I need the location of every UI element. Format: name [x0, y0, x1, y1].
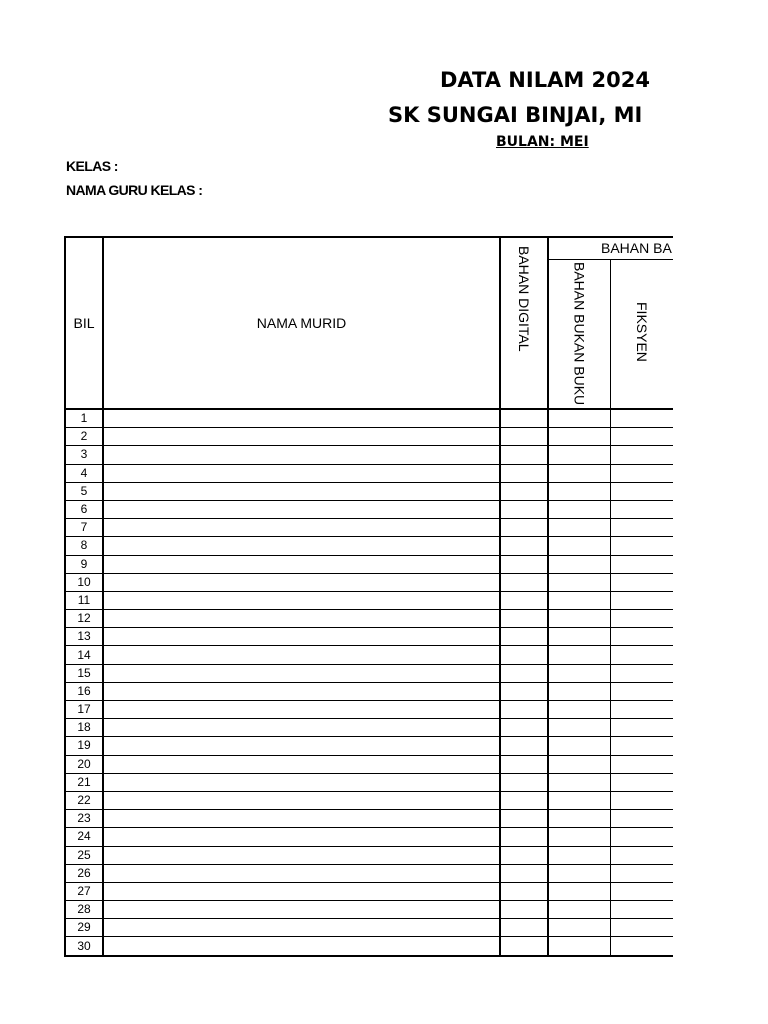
table-row: [65, 610, 673, 628]
header-nama-label: NAMA MURID: [256, 315, 347, 331]
bahan-bukan-buku-cell[interactable]: [548, 537, 610, 555]
table-row: [65, 482, 673, 500]
bahan-bukan-buku-cell[interactable]: [548, 646, 610, 664]
bahan-bukan-buku-cell[interactable]: [548, 846, 610, 864]
table-row: [65, 409, 673, 428]
bahan-digital-cell[interactable]: [500, 737, 548, 755]
fiksyen-cell[interactable]: [610, 428, 673, 446]
kelas-label: KELAS :: [66, 158, 118, 174]
bahan-bukan-buku-cell[interactable]: [548, 555, 610, 573]
table-row: [65, 682, 673, 700]
row-number-cell: 16: [65, 682, 103, 700]
bahan-bukan-buku-cell[interactable]: [548, 409, 610, 428]
bahan-bukan-buku-cell[interactable]: [548, 682, 610, 700]
bahan-digital-cell[interactable]: [500, 846, 548, 864]
table-row: [65, 719, 673, 737]
row-number-cell: 1: [65, 409, 103, 428]
table-row: [65, 846, 673, 864]
row-number-cell: 24: [65, 828, 103, 846]
bahan-bukan-buku-cell[interactable]: [548, 428, 610, 446]
fiksyen-cell[interactable]: [610, 864, 673, 882]
fiksyen-cell[interactable]: [610, 664, 673, 682]
table-body: [65, 409, 673, 956]
fiksyen-cell[interactable]: [610, 628, 673, 646]
student-name-cell[interactable]: [103, 937, 500, 956]
header-group-label: BAHAN BA: [601, 240, 672, 257]
school-name: SK SUNGAI BINJAI, MI: [388, 103, 643, 127]
table-row: [65, 828, 673, 846]
bahan-digital-cell[interactable]: [500, 482, 548, 500]
row-number-cell: 6: [65, 500, 103, 518]
bahan-digital-cell[interactable]: [500, 537, 548, 555]
fiksyen-cell[interactable]: [610, 500, 673, 518]
bahan-bukan-buku-cell[interactable]: [548, 773, 610, 791]
table-row: [65, 755, 673, 773]
fiksyen-cell[interactable]: [610, 701, 673, 719]
month-label: BULAN: MEI: [496, 134, 589, 150]
student-name-cell[interactable]: [103, 646, 500, 664]
table-row: [65, 701, 673, 719]
table-row: [65, 919, 673, 937]
bahan-bukan-buku-cell[interactable]: [548, 810, 610, 828]
student-name-cell[interactable]: [103, 664, 500, 682]
row-number-cell: 28: [65, 901, 103, 919]
row-number-cell: 9: [65, 555, 103, 573]
header-fiksyen-label: FIKSYEN: [634, 302, 650, 363]
bahan-digital-cell[interactable]: [500, 901, 548, 919]
table-row: [65, 773, 673, 791]
table-row: [65, 446, 673, 464]
header-nama-murid: [103, 237, 500, 409]
student-name-cell[interactable]: [103, 428, 500, 446]
bahan-bukan-buku-cell[interactable]: [548, 719, 610, 737]
fiksyen-cell[interactable]: [610, 810, 673, 828]
row-number-cell: 5: [65, 482, 103, 500]
student-name-cell[interactable]: [103, 573, 500, 591]
bahan-bukan-buku-cell[interactable]: [548, 519, 610, 537]
fiksyen-cell[interactable]: [610, 937, 673, 956]
row-number-cell: 22: [65, 791, 103, 809]
nilam-table: [64, 236, 673, 957]
student-name-cell[interactable]: [103, 882, 500, 900]
bahan-digital-cell[interactable]: [500, 682, 548, 700]
fiksyen-cell[interactable]: [610, 682, 673, 700]
student-name-cell[interactable]: [103, 610, 500, 628]
student-name-cell[interactable]: [103, 810, 500, 828]
student-name-cell[interactable]: [103, 755, 500, 773]
student-name-cell[interactable]: [103, 555, 500, 573]
table-row: [65, 428, 673, 446]
row-number-cell: 17: [65, 701, 103, 719]
student-name-cell[interactable]: [103, 773, 500, 791]
table-row: [65, 537, 673, 555]
bahan-bukan-buku-cell[interactable]: [548, 919, 610, 937]
header-group: [548, 237, 673, 259]
fiksyen-cell[interactable]: [610, 519, 673, 537]
fiksyen-cell[interactable]: [610, 828, 673, 846]
row-number-cell: 14: [65, 646, 103, 664]
row-number-cell: 13: [65, 628, 103, 646]
bahan-bukan-buku-cell[interactable]: [548, 591, 610, 609]
bahan-digital-cell[interactable]: [500, 409, 548, 428]
fiksyen-cell[interactable]: [610, 409, 673, 428]
table-row: [65, 737, 673, 755]
row-number-cell: 27: [65, 882, 103, 900]
bahan-bukan-buku-cell[interactable]: [548, 446, 610, 464]
bahan-bukan-buku-cell[interactable]: [548, 464, 610, 482]
fiksyen-cell[interactable]: [610, 591, 673, 609]
bahan-digital-cell[interactable]: [500, 791, 548, 809]
bahan-digital-cell[interactable]: [500, 719, 548, 737]
bahan-digital-cell[interactable]: [500, 828, 548, 846]
header-bahan-digital-label: BAHAN DIGITAL: [516, 246, 532, 352]
student-name-cell[interactable]: [103, 628, 500, 646]
bahan-bukan-buku-cell[interactable]: [548, 737, 610, 755]
row-number-cell: 18: [65, 719, 103, 737]
row-number-cell: 29: [65, 919, 103, 937]
bahan-bukan-buku-cell[interactable]: [548, 901, 610, 919]
bahan-digital-cell[interactable]: [500, 864, 548, 882]
row-number-cell: 19: [65, 737, 103, 755]
bahan-bukan-buku-cell[interactable]: [548, 937, 610, 956]
bahan-digital-cell[interactable]: [500, 664, 548, 682]
bahan-digital-cell[interactable]: [500, 810, 548, 828]
bahan-bukan-buku-cell[interactable]: [548, 500, 610, 518]
bahan-digital-cell[interactable]: [500, 937, 548, 956]
fiksyen-cell[interactable]: [610, 882, 673, 900]
table-row: [65, 664, 673, 682]
nilam-table-wrapper: [64, 236, 673, 958]
student-name-cell[interactable]: [103, 446, 500, 464]
fiksyen-cell[interactable]: [610, 555, 673, 573]
guru-kelas-label: NAMA GURU KELAS :: [66, 182, 203, 198]
bahan-bukan-buku-cell[interactable]: [548, 755, 610, 773]
bahan-digital-cell[interactable]: [500, 610, 548, 628]
bahan-digital-cell[interactable]: [500, 919, 548, 937]
bahan-digital-cell[interactable]: [500, 646, 548, 664]
bahan-bukan-buku-cell[interactable]: [548, 628, 610, 646]
bahan-digital-cell[interactable]: [500, 573, 548, 591]
bahan-digital-cell[interactable]: [500, 755, 548, 773]
fiksyen-cell[interactable]: [610, 919, 673, 937]
fiksyen-cell[interactable]: [610, 737, 673, 755]
bahan-digital-cell[interactable]: [500, 628, 548, 646]
table-row: [65, 864, 673, 882]
bahan-bukan-buku-cell[interactable]: [548, 828, 610, 846]
row-number-cell: 21: [65, 773, 103, 791]
fiksyen-cell[interactable]: [610, 791, 673, 809]
table-row: [65, 791, 673, 809]
bahan-bukan-buku-cell[interactable]: [548, 664, 610, 682]
row-number-cell: 20: [65, 755, 103, 773]
student-name-cell[interactable]: [103, 846, 500, 864]
fiksyen-cell[interactable]: [610, 846, 673, 864]
bahan-digital-cell[interactable]: [500, 591, 548, 609]
row-number-cell: 7: [65, 519, 103, 537]
row-number-cell: 30: [65, 937, 103, 956]
bahan-bukan-buku-cell[interactable]: [548, 864, 610, 882]
row-number-cell: 4: [65, 464, 103, 482]
fiksyen-cell[interactable]: [610, 646, 673, 664]
fiksyen-cell[interactable]: [610, 901, 673, 919]
fiksyen-cell[interactable]: [610, 719, 673, 737]
fiksyen-cell[interactable]: [610, 482, 673, 500]
fiksyen-cell[interactable]: [610, 573, 673, 591]
header-bil: [65, 237, 103, 409]
bahan-digital-cell[interactable]: [500, 519, 548, 537]
row-number-cell: 15: [65, 664, 103, 682]
student-name-cell[interactable]: [103, 864, 500, 882]
table-row: [65, 646, 673, 664]
header-bahan-digital: [500, 237, 548, 409]
bahan-digital-cell[interactable]: [500, 555, 548, 573]
student-name-cell[interactable]: [103, 519, 500, 537]
table-row: [65, 573, 673, 591]
fiksyen-cell[interactable]: [610, 773, 673, 791]
table-row: [65, 628, 673, 646]
student-name-cell[interactable]: [103, 737, 500, 755]
fiksyen-cell[interactable]: [610, 610, 673, 628]
table-row: [65, 500, 673, 518]
row-number-cell: 10: [65, 573, 103, 591]
fiksyen-cell[interactable]: [610, 446, 673, 464]
row-number-cell: 25: [65, 846, 103, 864]
row-number-cell: 12: [65, 610, 103, 628]
bahan-bukan-buku-cell[interactable]: [548, 482, 610, 500]
row-number-cell: 11: [65, 591, 103, 609]
row-number-cell: 23: [65, 810, 103, 828]
header-bahan-bukan-buku-label: BAHAN BUKAN BUKU: [571, 261, 588, 405]
header-bahan-bukan-buku: [548, 259, 610, 409]
bahan-digital-cell[interactable]: [500, 428, 548, 446]
bahan-bukan-buku-cell[interactable]: [548, 791, 610, 809]
bahan-digital-cell[interactable]: [500, 882, 548, 900]
row-number-cell: 2: [65, 428, 103, 446]
bahan-bukan-buku-cell[interactable]: [548, 573, 610, 591]
table-row: [65, 901, 673, 919]
bahan-digital-cell[interactable]: [500, 446, 548, 464]
row-number-cell: 3: [65, 446, 103, 464]
bahan-digital-cell[interactable]: [500, 701, 548, 719]
fiksyen-cell[interactable]: [610, 537, 673, 555]
student-name-cell[interactable]: [103, 719, 500, 737]
student-name-cell[interactable]: [103, 591, 500, 609]
table-row: [65, 464, 673, 482]
fiksyen-cell[interactable]: [610, 755, 673, 773]
bahan-digital-cell[interactable]: [500, 773, 548, 791]
table-row: [65, 810, 673, 828]
bahan-bukan-buku-cell[interactable]: [548, 701, 610, 719]
student-name-cell[interactable]: [103, 409, 500, 428]
bahan-bukan-buku-cell[interactable]: [548, 610, 610, 628]
table-row: [65, 591, 673, 609]
student-name-cell[interactable]: [103, 828, 500, 846]
student-name-cell[interactable]: [103, 682, 500, 700]
student-name-cell[interactable]: [103, 919, 500, 937]
student-name-cell[interactable]: [103, 791, 500, 809]
student-name-cell[interactable]: [103, 701, 500, 719]
student-name-cell[interactable]: [103, 482, 500, 500]
student-name-cell[interactable]: [103, 500, 500, 518]
student-name-cell[interactable]: [103, 537, 500, 555]
header-fiksyen: [610, 259, 673, 409]
document-title: DATA NILAM 2024: [440, 68, 650, 92]
header-bil-label: BIL: [73, 315, 95, 331]
row-number-cell: 8: [65, 537, 103, 555]
table-row: [65, 555, 673, 573]
row-number-cell: 26: [65, 864, 103, 882]
student-name-cell[interactable]: [103, 901, 500, 919]
bahan-bukan-buku-cell[interactable]: [548, 882, 610, 900]
table-row: [65, 519, 673, 537]
table-row: [65, 937, 673, 956]
bahan-digital-cell[interactable]: [500, 500, 548, 518]
bahan-digital-cell[interactable]: [500, 464, 548, 482]
fiksyen-cell[interactable]: [610, 464, 673, 482]
table-row: [65, 882, 673, 900]
student-name-cell[interactable]: [103, 464, 500, 482]
